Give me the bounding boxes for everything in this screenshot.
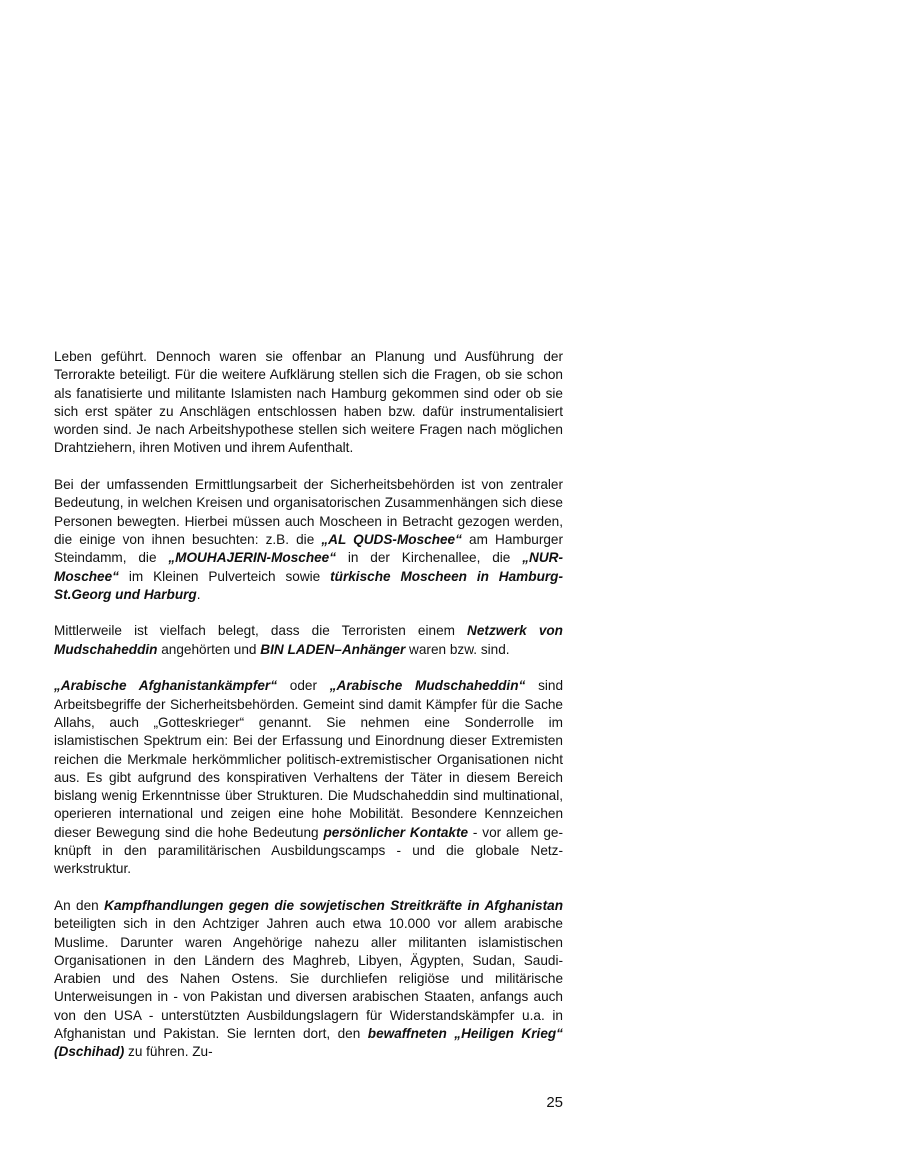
emphasis-text: bewaffneten „Heiligen Krieg“ (Dschihad) (54, 1025, 563, 1060)
body-text: in der Kirchenallee, die (336, 550, 523, 566)
body-text: Mittlerweile ist vielfach belegt, dass die Terroristen einem (54, 623, 468, 639)
emphasis-text: BIN LADEN–Anhänger (260, 641, 406, 657)
body-text: Bei der umfassenden Ermittlungsarbeit der Sicherheitsbehörden ist von zentraler Bedeutung, in welchen Kreisen und organisatorischen Zusammenhängen sich diese Personen bewegten. Hierbei müssen auch Moscheen in Betracht gezogen werden, die einige von ihnen besuchten: z.B. die (54, 477, 563, 547)
paragraph-5 (54, 897, 563, 1062)
paragraph-4 (54, 677, 563, 878)
body-text: An den (54, 897, 105, 913)
paragraph-3 (54, 622, 563, 659)
emphasis-text: „Arabische Mudschaheddin“ (329, 678, 526, 694)
emphasis-text: „MOUHAJERIN-Moschee“ (168, 550, 337, 566)
body-text: Leben geführt. Dennoch waren sie offenbar an Planung und Ausführung der Terrorakte beteiligt. Für die weitere Aufklärung stellen sich die Fragen, ob sie schon als fanatisierte und militante Islamisten nach Hamburg gekommen sind oder ob sie sich erst später zu Anschlägen entschlossen haben bzw. dafür instrumentalisiert worden sind. Je nach Arbeitshypothese stellen sich weitere Fragen nach möglichen Drahtziehern, ihren Motiven und ihrem Aufenthalt. (54, 349, 563, 456)
emphasis-text: persönlicher Kontakte (323, 824, 469, 840)
emphasis-text: „NUR-Moschee“ (54, 550, 563, 584)
body-text: angehörten und (157, 641, 261, 657)
emphasis-text: Kampfhandlungen gegen die sowjetischen Streitkräfte in Afghanistan (104, 897, 563, 913)
emphasis-text: türkische Moscheen in Hamburg-St.Georg und Harburg (54, 568, 563, 602)
body-text: - vor allem geknüpft in den paramilitärischen Ausbildungscamps - und die globale Netzwerkstruktur. (54, 824, 564, 877)
body-text: . (196, 586, 201, 602)
body-text: am Hamburger Steindamm, die (54, 531, 564, 566)
body-text: beteiligten sich in den Achtziger Jahren auch etwa 10.000 vor allem arabische Muslime. Darunter waren Angehörige nahezu aller militanten islamistischen Organisationen in den Ländern des Maghreb, Libyen, Ägypten, Sudan, Saudi-Arabien und des Nahen Ostens. Sie durchliefen religiöse und militärische Unterweisungen in - von Pakistan und diversen arabischen Staaten, anfangs auch von den USA - unterstützten Ausbildungslagern für Widerstandskämpfer u.a. in Afghanistan und Pakistan. Sie lernten dort, den (54, 916, 563, 1041)
body-text: sind Arbeitsbegriffe der Sicherheitsbehörden. Gemeint sind damit Kämpfer für die Sache Allahs, auch „Gotteskrieger“ genannt. Sie nehmen eine Sonderrolle im islamistischen Spektrum ein: Bei der Erfassung und Einordnung dieser Extremisten reichen die Merkmale herkömmlicher politisch-extremistischer Organisationen nicht aus. Es gibt aufgrund des konspirativen Verhaltens der Täter in diesem Bereich bislang wenig Erkenntnisse über Strukturen. Die Mudschaheddin sind multinational, operieren international und zeigen eine hohe Mobilität. Besondere Kennzeichen dieser Bewegung sind die hohe Bedeutung (54, 678, 564, 840)
paragraph-2 (54, 476, 563, 604)
emphasis-text: Netzwerk von Mudschaheddin (54, 623, 563, 657)
body-text: waren bzw. sind. (405, 641, 510, 657)
emphasis-text: „AL QUDS-Moschee“ (321, 531, 462, 547)
page-body (54, 348, 563, 1062)
emphasis-text: „Arabische Afghanistankämpfer“ (54, 678, 278, 694)
page-number: 25 (546, 1094, 563, 1111)
paragraph-1 (54, 348, 563, 458)
body-text: oder (277, 678, 330, 694)
body-text: im Kleinen Pulverteich sowie (118, 568, 331, 584)
body-text: zu führen. Zu- (124, 1044, 213, 1060)
